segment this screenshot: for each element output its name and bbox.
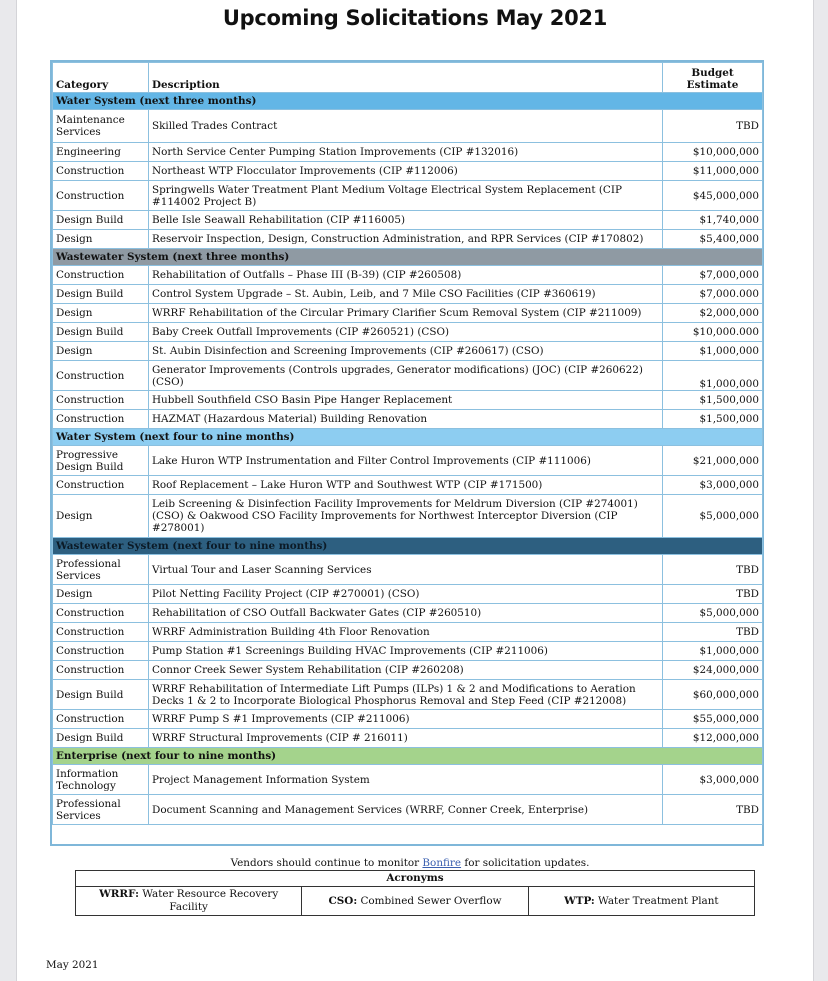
budget-cell: $21,000,000: [663, 446, 763, 476]
description-cell: WRRF Rehabilitation of Intermediate Lift Pumps (ILPs) 1 & 2 and Modifications to Aeration Decks 1 & 2 to Incorporate Biological Phosphorus Removal and Step Feed (CIP #212008): [149, 680, 663, 710]
acronym-text: Water Treatment Plant: [594, 894, 719, 907]
budget-cell: $5,000,000: [663, 604, 763, 623]
budget-cell: $11,000,000: [663, 162, 763, 181]
description-cell: Belle Isle Seawall Rehabilitation (CIP #116005): [149, 211, 663, 230]
budget-cell: $10,000,000: [663, 143, 763, 162]
category-cell: Construction: [53, 623, 149, 642]
acronym-text: Combined Sewer Overflow: [357, 894, 502, 907]
table-row: [53, 342, 763, 361]
budget-cell: $1,740,000: [663, 211, 763, 230]
table-row: [53, 181, 763, 211]
description-cell: Lake Huron WTP Instrumentation and Filter Control Improvements (CIP #111006): [149, 446, 663, 476]
description-cell: Baby Creek Outfall Improvements (CIP #260521) (CSO): [149, 323, 663, 342]
budget-cell: $1,000,000: [663, 361, 763, 391]
table-row: [53, 446, 763, 476]
budget-cell: $12,000,000: [663, 729, 763, 748]
table-row: [53, 304, 763, 323]
section-water-4-9mo: [53, 429, 763, 538]
table-row: [53, 266, 763, 285]
budget-cell: $10,000.000: [663, 323, 763, 342]
description-cell: Connor Creek Sewer System Rehabilitation (CIP #260208): [149, 661, 663, 680]
table-row: [53, 143, 763, 162]
category-cell: Construction: [53, 181, 149, 211]
category-cell: Professional Services: [53, 795, 149, 825]
category-cell: Progressive Design Build: [53, 446, 149, 476]
description-cell: Leib Screening & Disinfection Facility Improvements for Meldrum Diversion (CIP #274001) (CSO) & Oakwood CSO Facility Improvements for Northwest Interceptor Diversion (CIP #278001): [149, 495, 663, 538]
budget-cell: TBD: [663, 585, 763, 604]
category-cell: Construction: [53, 604, 149, 623]
budget-cell: $3,000,000: [663, 765, 763, 795]
description-cell: Pilot Netting Facility Project (CIP #270001) (CSO): [149, 585, 663, 604]
description-cell: Springwells Water Treatment Plant Medium Voltage Electrical System Replacement (CIP #114002 Project B): [149, 181, 663, 211]
section-header: [53, 429, 763, 446]
description-cell: Control System Upgrade – St. Aubin, Leib, and 7 Mile CSO Facilities (CIP #360619): [149, 285, 663, 304]
page-title: Upcoming Solicitations May 2021: [222, 6, 608, 30]
budget-cell: $60,000,000: [663, 680, 763, 710]
category-cell: Construction: [53, 266, 149, 285]
table-row: [53, 795, 763, 825]
table-row: [53, 729, 763, 748]
table-row: [53, 476, 763, 495]
table-row: [53, 211, 763, 230]
category-cell: Construction: [53, 642, 149, 661]
description-cell: Northeast WTP Flocculator Improvements (CIP #112006): [149, 162, 663, 181]
table-row: [53, 230, 763, 249]
description-cell: Generator Improvements (Controls upgrades, Generator modifications) (JOC) (CIP #260622) (CSO): [149, 361, 663, 391]
description-cell: HAZMAT (Hazardous Material) Building Renovation: [149, 410, 663, 429]
table-row: [53, 604, 763, 623]
category-cell: Design Build: [53, 211, 149, 230]
category-cell: Professional Services: [53, 555, 149, 585]
table-row: [53, 555, 763, 585]
section-wastewater-3mo: [53, 249, 763, 429]
description-cell: WRRF Pump S #1 Improvements (CIP #211006): [149, 710, 663, 729]
description-cell: WRRF Administration Building 4th Floor Renovation: [149, 623, 663, 642]
section-wastewater-4-9mo: [53, 538, 763, 748]
category-cell: Information Technology: [53, 765, 149, 795]
budget-cell: TBD: [663, 110, 763, 143]
vendor-notice: [60, 857, 760, 869]
category-cell: Maintenance Services: [53, 110, 149, 143]
description-cell: St. Aubin Disinfection and Screening Improvements (CIP #260617) (CSO): [149, 342, 663, 361]
section-label: Water System (next three months): [53, 93, 763, 110]
category-cell: Design: [53, 342, 149, 361]
table-row: [53, 162, 763, 181]
table-row: [53, 285, 763, 304]
table-row: [53, 710, 763, 729]
category-cell: Design: [53, 304, 149, 323]
category-cell: Construction: [53, 391, 149, 410]
description-cell: Hubbell Southfield CSO Basin Pipe Hanger Replacement: [149, 391, 663, 410]
table-row: [53, 391, 763, 410]
solicitations-table: [52, 62, 763, 825]
category-cell: Design Build: [53, 323, 149, 342]
section-water-3mo: [53, 93, 763, 249]
budget-cell: TBD: [663, 795, 763, 825]
budget-cell: TBD: [663, 555, 763, 585]
budget-cell: $24,000,000: [663, 661, 763, 680]
description-cell: WRRF Structural Improvements (CIP # 216011): [149, 729, 663, 748]
vendor-text-end: for solicitation updates.: [461, 857, 590, 869]
acronym-cso: [302, 887, 528, 916]
acronym-text: Water Resource Recovery Facility: [138, 888, 279, 913]
budget-cell: $55,000,000: [663, 710, 763, 729]
acronym-wrrf: [76, 887, 302, 916]
category-cell: Design Build: [53, 680, 149, 710]
description-cell: Roof Replacement – Lake Huron WTP and Southwest WTP (CIP #171500): [149, 476, 663, 495]
acronym-wtp: [528, 887, 754, 916]
category-cell: Construction: [53, 361, 149, 391]
table-row: [53, 680, 763, 710]
section-label: Enterprise (next four to nine months): [53, 748, 763, 765]
vendor-text: Vendors should continue to monitor: [230, 857, 423, 869]
description-header: Description: [149, 63, 663, 93]
budget-header: Budget Estimate: [663, 63, 763, 93]
category-cell: Design: [53, 495, 149, 538]
description-cell: Pump Station #1 Screenings Building HVAC Improvements (CIP #211006): [149, 642, 663, 661]
section-enterprise-4-9mo: [53, 748, 763, 825]
budget-cell: $1,500,000: [663, 410, 763, 429]
budget-cell: $1,500,000: [663, 391, 763, 410]
table-row: [53, 410, 763, 429]
category-cell: Design: [53, 230, 149, 249]
budget-cell: TBD: [663, 623, 763, 642]
table-row: [53, 361, 763, 391]
section-header: [53, 748, 763, 765]
description-cell: Document Scanning and Management Services (WRRF, Conner Creek, Enterprise): [149, 795, 663, 825]
table-row: [53, 623, 763, 642]
table-row: [53, 323, 763, 342]
budget-cell: $1,000,000: [663, 642, 763, 661]
section-header: [53, 93, 763, 110]
budget-cell: $2,000,000: [663, 304, 763, 323]
category-cell: Design: [53, 585, 149, 604]
budget-cell: $7,000,000: [663, 266, 763, 285]
budget-cell: $7,000.000: [663, 285, 763, 304]
category-cell: Design Build: [53, 729, 149, 748]
section-label: Water System (next four to nine months): [53, 429, 763, 446]
acronyms-heading: Acronyms: [76, 871, 755, 887]
category-cell: Construction: [53, 661, 149, 680]
table-row: [53, 765, 763, 795]
description-cell: Project Management Information System: [149, 765, 663, 795]
acronym-abbr: WRRF:: [99, 888, 139, 900]
table-row: [53, 110, 763, 143]
section-label: Wastewater System (next three months): [53, 249, 763, 266]
budget-cell: $5,400,000: [663, 230, 763, 249]
category-cell: Engineering: [53, 143, 149, 162]
header-row: [53, 63, 763, 93]
table-row: [53, 585, 763, 604]
acronym-abbr: CSO:: [328, 894, 358, 907]
description-cell: Reservoir Inspection, Design, Construction Administration, and RPR Services (CIP #170802): [149, 230, 663, 249]
category-header: Category: [53, 63, 149, 93]
budget-cell: $3,000,000: [663, 476, 763, 495]
budget-cell: $5,000,000: [663, 495, 763, 538]
budget-cell: $45,000,000: [663, 181, 763, 211]
table-row: [53, 495, 763, 538]
description-cell: Rehabilitation of Outfalls – Phase III (B-39) (CIP #260508): [149, 266, 663, 285]
category-cell: Construction: [53, 162, 149, 181]
bonfire-link[interactable]: Bonfire: [422, 857, 462, 869]
description-cell: WRRF Rehabilitation of the Circular Primary Clarifier Scum Removal System (CIP #211009): [149, 304, 663, 323]
section-header: [53, 538, 763, 555]
section-label: Wastewater System (next four to nine months): [53, 538, 763, 555]
budget-cell: $1,000,000: [663, 342, 763, 361]
table-row: [53, 642, 763, 661]
description-cell: Rehabilitation of CSO Outfall Backwater Gates (CIP #260510): [149, 604, 663, 623]
footer-date: May 2021: [46, 959, 99, 971]
acronym-abbr: WTP:: [564, 894, 595, 907]
table-row: [53, 661, 763, 680]
category-cell: Construction: [53, 476, 149, 495]
description-cell: North Service Center Pumping Station Improvements (CIP #132016): [149, 143, 663, 162]
category-cell: Construction: [53, 710, 149, 729]
description-cell: Skilled Trades Contract: [149, 110, 663, 143]
section-header: [53, 249, 763, 266]
category-cell: Construction: [53, 410, 149, 429]
acronyms-table: [75, 870, 755, 916]
description-cell: Virtual Tour and Laser Scanning Services: [149, 555, 663, 585]
category-cell: Design Build: [53, 285, 149, 304]
